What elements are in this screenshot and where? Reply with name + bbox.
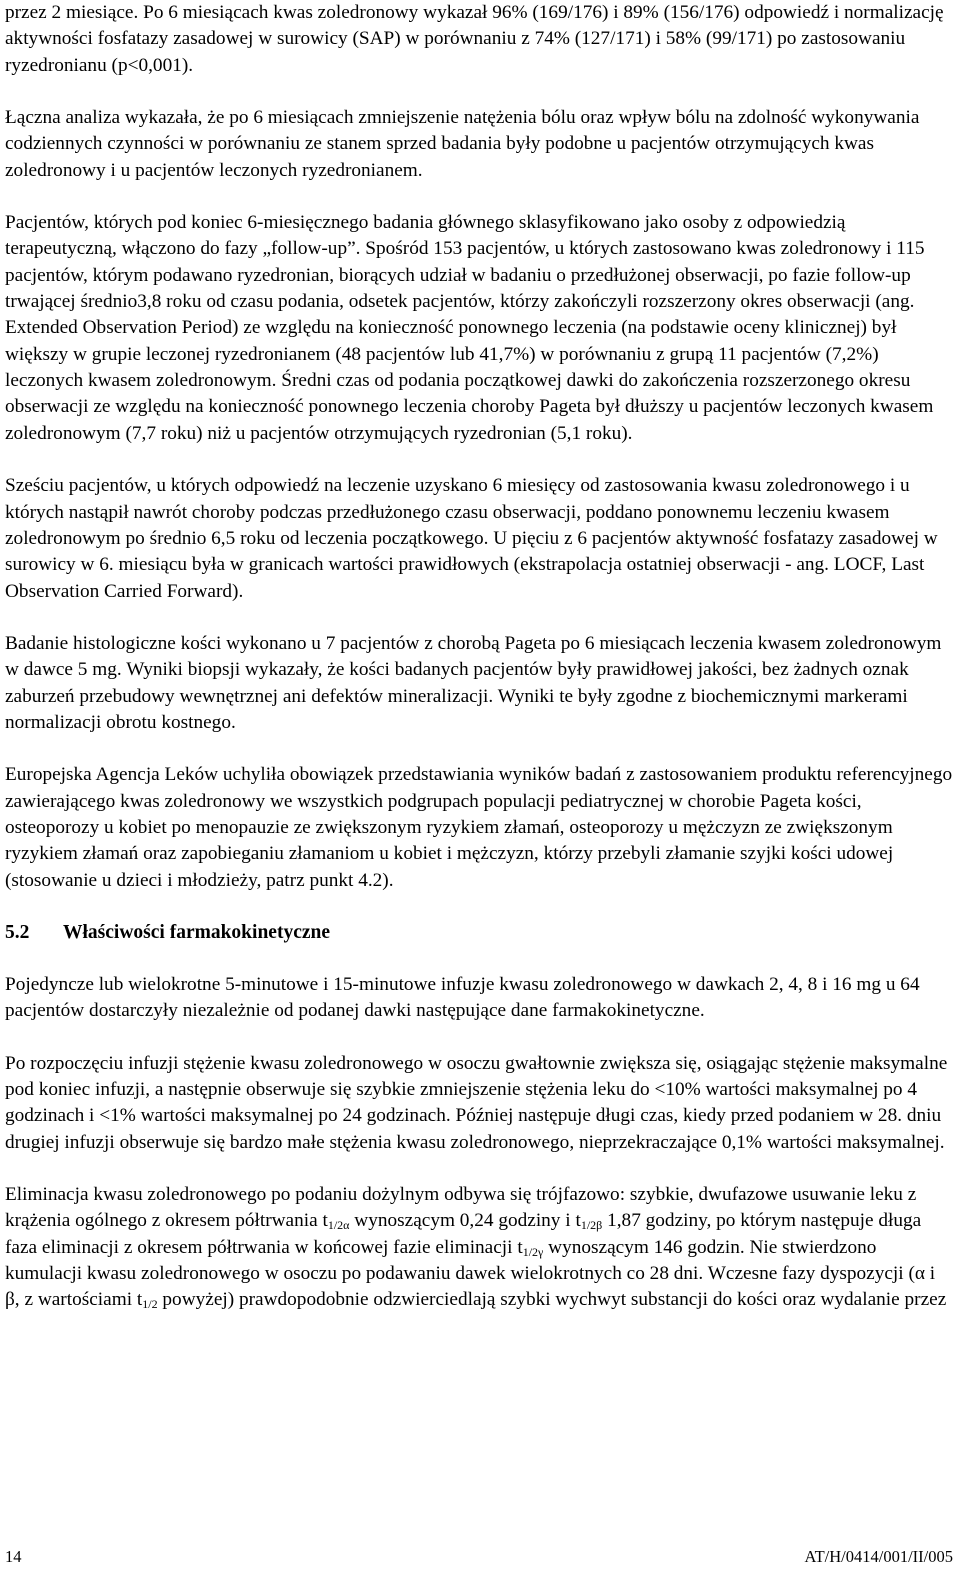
paragraph-pk-doses: Pojedyncze lub wielokrotne 5-minutowe i 15-minutowe infuzje kwasu zoledronowego w dawkach 2, 4, 8 i 16 mg u 64 pacjentów dostarczyły niezależnie od podanej dawki następujące dane farmakokinetyczne. (5, 973, 920, 1022)
subscript-half-life: 1/2 (142, 1297, 158, 1312)
paragraph-histology: Badanie histologiczne kości wykonano u 7 pacjentów z chorobą Pageta po 6 miesiącach leczenia kwasem zoledronowym w dawce 5 mg. Wyniki biopsji wykazały, że kości badanych pacjentów były prawidłowej jakości, bez żadnych oznak zaburzeń przebudowy wewnętrznej ani defektów mineralizacji. Wyniki te były zgodne z biochemicznymi markerami normalizacji obrotu kostnego. (5, 632, 942, 733)
subscript-half-life-gamma: 1/2γ (522, 1244, 544, 1259)
document-page (5, 0, 953, 1314)
paragraph-pk-concentration: Po rozpoczęciu infuzji stężenie kwasu zoledronowego w osoczu gwałtownie zwiększa się, osiągając stężenie maksymalne pod koniec infuzji, a następnie obserwuje się szybkie zmniejszenie stężenia leku do <10% wartości maksymalnej po 4 godzinach i <1% wartości maksymalnej po 24 godzinach. Później następuje długi czas, kiedy przed podaniem w 28. dniu drugiej infuzji obserwuje się bardzo małe stężenia kwasu zoledronowego, nieprzekraczające 0,1% wartości maksymalnej. (5, 1052, 948, 1153)
subscript-half-life-beta: 1/2β (580, 1218, 603, 1233)
elimination-text-1: Eliminacja kwasu zoledronowego po podaniu dożylnym odbywa się trójfazowo: szybkie, dwufazowe usuwanie leku z krążenia ogólnego z okresem półtrwania t (5, 1184, 917, 1232)
paragraph-efficacy-results: przez 2 miesiące. Po 6 miesiącach kwas zoledronowy wykazał 96% (169/176) i 89% (156/176) odpowiedź i normalizację aktywności fosfatazy zasadowej w surowicy (SAP) w porównaniu z 74% (127/171) i 58% (99/171) po zastosowaniu ryzedronianu (p<0,001). (5, 2, 944, 76)
section-title: Właściwości farmakokinetyczne (63, 921, 331, 943)
paragraph-follow-up: Pacjentów, których pod koniec 6-miesięcznego badania głównego sklasyfikowano jako osoby z odpowiedzią terapeutyczną, włączono do fazy „follow-up”. Spośród 153 pacjentów, u których zastosowano kwas zoledronowy i 115 pacjentów, którym podawano ryzedronian, biorących udział w badaniu o przedłużonej obserwacji, po fazie follow-up trwającej średnio3,8 roku od czasu podania, odsetek pacjentów, którzy zakończyli rozszerzony okres obserwacji (ang. Extended Observation Period) ze względu na konieczność ponownego leczenia (na podstawie oceny klinicznej) był większy w grupie leczonej ryzedronianem (48 pacjentów lub 41,7%) w porównaniu z grupą 11 pacjentów (7,2%) leczonych kwasem zoledronowym. Średni czas od podania początkowej dawki do zakończenia rozszerzonego okresu obserwacji ze względu na konieczność ponownego leczenia choroby Pageta był dłuższy u pacjentów leczonych kwasem zoledronowym (7,7 roku) niż u pacjentów otrzymujących ryzedronian (5,1 roku). (5, 212, 934, 444)
document-reference: AT/H/0414/001/II/005 (804, 1547, 953, 1566)
elimination-text-5: powyżej) prawdopodobnie odzwierciedlają szybki wychwyt substancji do kości oraz wydalanie przez (157, 1289, 947, 1311)
subscript-half-life-alpha: 1/2α (327, 1218, 350, 1233)
elimination-text-2: wynoszącym 0,24 godziny i t (349, 1210, 581, 1232)
paragraph-pain-analysis: Łączna analiza wykazała, że po 6 miesiącach zmniejszenie natężenia bólu oraz wpływ bólu na zdolność wykonywania codziennych czynności w porównaniu ze stanem sprzed badania były podobne u pacjentów otrzymujących kwas zoledronowy i u pacjentów leczonych ryzedronianem. (5, 107, 920, 181)
page-number: 14 (5, 1547, 22, 1566)
section-heading (5, 920, 953, 946)
elimination-text-3: 1,87 godziny, po którym następuje długa faza eliminacji z okresem półtrwania w końcowej fazie eliminacji t (5, 1210, 922, 1258)
section-number: 5.2 (5, 921, 30, 943)
paragraph-elimination (5, 1182, 953, 1314)
paragraph-ema-waiver: Europejska Agencja Leków uchyliła obowiązek przedstawiania wyników badań z zastosowaniem produktu referencyjnego zawierającego kwas zoledronowy we wszystkich podgrupach populacji pediatrycznej w chorobie Pageta kości, osteoporozy u kobiet po menopauzie ze zwiększonym ryzykiem złamań, osteoporozy u mężczyzn ze zwiększonym ryzykiem złamań oraz zapobieganiu złamaniom u kobiet i mężczyzn, którzy przebyli złamanie szyjki kości udowej (stosowanie u dzieci i młodzieży, patrz punkt 4.2). (5, 764, 953, 891)
elimination-text-4: wynoszącym 146 godzin. Nie stwierdzono kumulacji kwasu zoledronowego w osoczu po podawaniu dawek wielokrotnych co 28 dni. Wczesne fazy dyspozycji (α i β, z wartościami t (5, 1236, 936, 1311)
paragraph-retreatment: Sześciu pacjentów, u których odpowiedź na leczenie uzyskano 6 miesięcy od zastosowania kwasu zoledronowego i u których nastąpił nawrót choroby podczas przedłużonego czasu obserwacji, poddano ponownemu leczeniu kwasem zoledronowym po średnio 6,5 roku od leczenia początkowego. U pięciu z 6 pacjentów aktywność fosfatazy zasadowej w surowicy w 6. miesiącu była w granicach wartości prawidłowych (ekstrapolacja ostatniej obserwacji - ang. LOCF, Last Observation Carried Forward). (5, 475, 938, 602)
